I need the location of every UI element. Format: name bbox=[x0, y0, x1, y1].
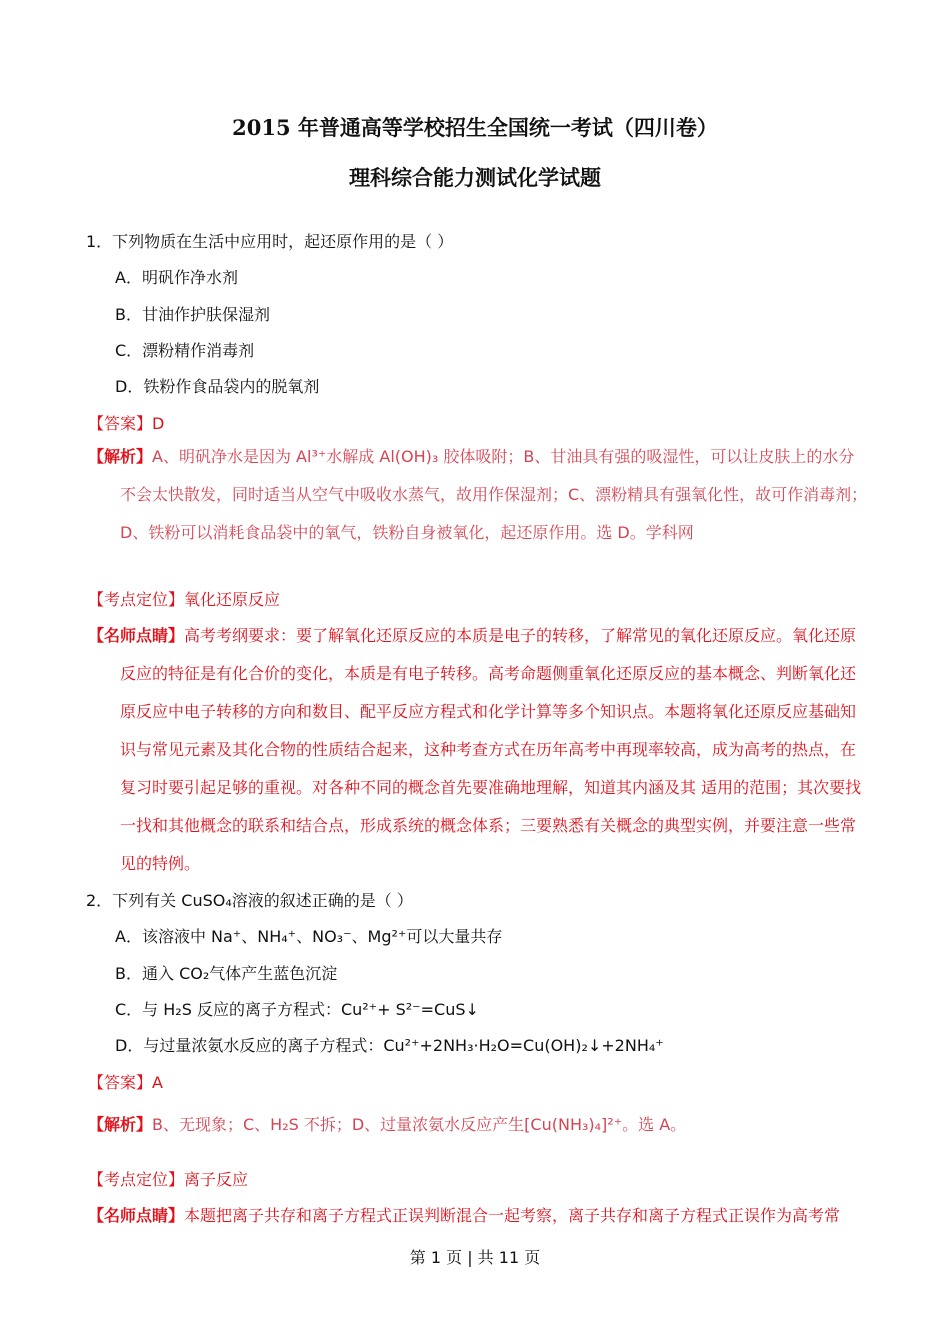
q2-kaodian bbox=[88, 1170, 248, 1190]
q1-option-b: B．甘油作护肤保湿剂 bbox=[115, 305, 270, 324]
answer-value: A bbox=[152, 1073, 163, 1092]
q1-option-a: A．明矾作净水剂 bbox=[115, 268, 238, 287]
kaodian-label: 【考点定位】 bbox=[88, 1170, 185, 1189]
q1-kaodian bbox=[88, 590, 280, 610]
q1-option-c: C．漂粉精作消毒剂 bbox=[115, 341, 255, 360]
q1-answer bbox=[88, 414, 164, 434]
analysis-text: B、无现象；C、H₂S 不拆；D、过量浓氨水反应产生[Cu(NH₃)₄]²⁺。选 A。 bbox=[152, 1115, 687, 1134]
q1-stem: 1．下列物质在生活中应用时，起还原作用的是（ ） bbox=[86, 232, 454, 251]
analysis-text: A、明矾净水是因为 Al³⁺水解成 Al(OH)₃ 胶体吸附；B、甘油具有强的吸湿性，可以让皮肤上的水分不会太快散发，同时适当从空气中吸收水蒸气，故用作保湿剂；C、漂粉精具有强氧化性，故可作消毒剂；D、铁粉可以消耗食品袋中的氧气，铁粉自身被氧化，起还原作用。选 D。学科网 bbox=[120, 447, 868, 542]
tips-label: 【名师点睛】 bbox=[88, 626, 185, 645]
q2-option-c: C．与 H₂S 反应的离子方程式：Cu²⁺+ S²⁻=CuS↓ bbox=[115, 1000, 479, 1019]
q2-stem: 2．下列有关 CuSO₄溶液的叙述正确的是（ ） bbox=[86, 891, 413, 910]
kaodian-text: 氧化还原反应 bbox=[184, 590, 281, 609]
answer-label: 【答案】 bbox=[88, 414, 153, 433]
q2-option-a: A．该溶液中 Na⁺、NH₄⁺、NO₃⁻、Mg²⁺可以大量共存 bbox=[115, 927, 503, 946]
answer-label: 【答案】 bbox=[88, 1073, 153, 1092]
answer-value: D bbox=[152, 414, 165, 433]
q2-answer bbox=[88, 1073, 163, 1093]
q1-option-d: D．铁粉作食品袋内的脱氧剂 bbox=[115, 377, 320, 396]
analysis-label: 【解析】 bbox=[88, 1115, 153, 1134]
tips-text: 高考考纲要求：要了解氧化还原反应的本质是电子的转移，了解常见的氧化还原反应。氧化还原反应的特征是有化合价的变化，本质是有电子转移。高考命题侧重氧化还原反应的基本概念、判断氧化还原反应中电子转移的方向和数目、配平反应方程式和化学计算等多个知识点。本题将氧化还原反应基础知识与常见元素及其化合物的性质结合起来，这种考查方式在历年高考中再现率较高，成为高考的热点，在复习时要引起足够的重视。对各种不同的概念首先要准确地理解，知道其内涵及其 适用的范围；其次要找一找和其他概念的联系和结合点，形成系统的概念体系；三要熟悉有关概念的典型实例，并要注意一些常见的特例。 bbox=[120, 626, 862, 873]
q1-analysis bbox=[88, 438, 868, 552]
tips-text: 本题把离子共存和离子方程式正误判断混合一起考察，离子共存和离子方程式正误作为高考常 bbox=[184, 1206, 841, 1225]
q2-analysis bbox=[88, 1115, 686, 1135]
document-title: 2015 年普通高等学校招生全国统一考试（四川卷） bbox=[232, 115, 718, 140]
tips-label: 【名师点睛】 bbox=[88, 1206, 185, 1225]
q1-tips bbox=[88, 617, 868, 883]
q2-option-b: B．通入 CO₂气体产生蓝色沉淀 bbox=[115, 964, 338, 983]
kaodian-text: 离子反应 bbox=[184, 1170, 249, 1189]
analysis-label: 【解析】 bbox=[88, 447, 153, 466]
page-footer: 第 1 页 | 共 11 页 bbox=[409, 1248, 541, 1267]
document-subtitle: 理科综合能力测试化学试题 bbox=[349, 165, 601, 190]
q2-tips bbox=[88, 1206, 840, 1226]
q2-option-d: D．与过量浓氨水反应的离子方程式：Cu²⁺+2NH₃·H₂O=Cu(OH)₂↓+2NH₄⁺ bbox=[115, 1036, 664, 1055]
kaodian-label: 【考点定位】 bbox=[88, 590, 185, 609]
